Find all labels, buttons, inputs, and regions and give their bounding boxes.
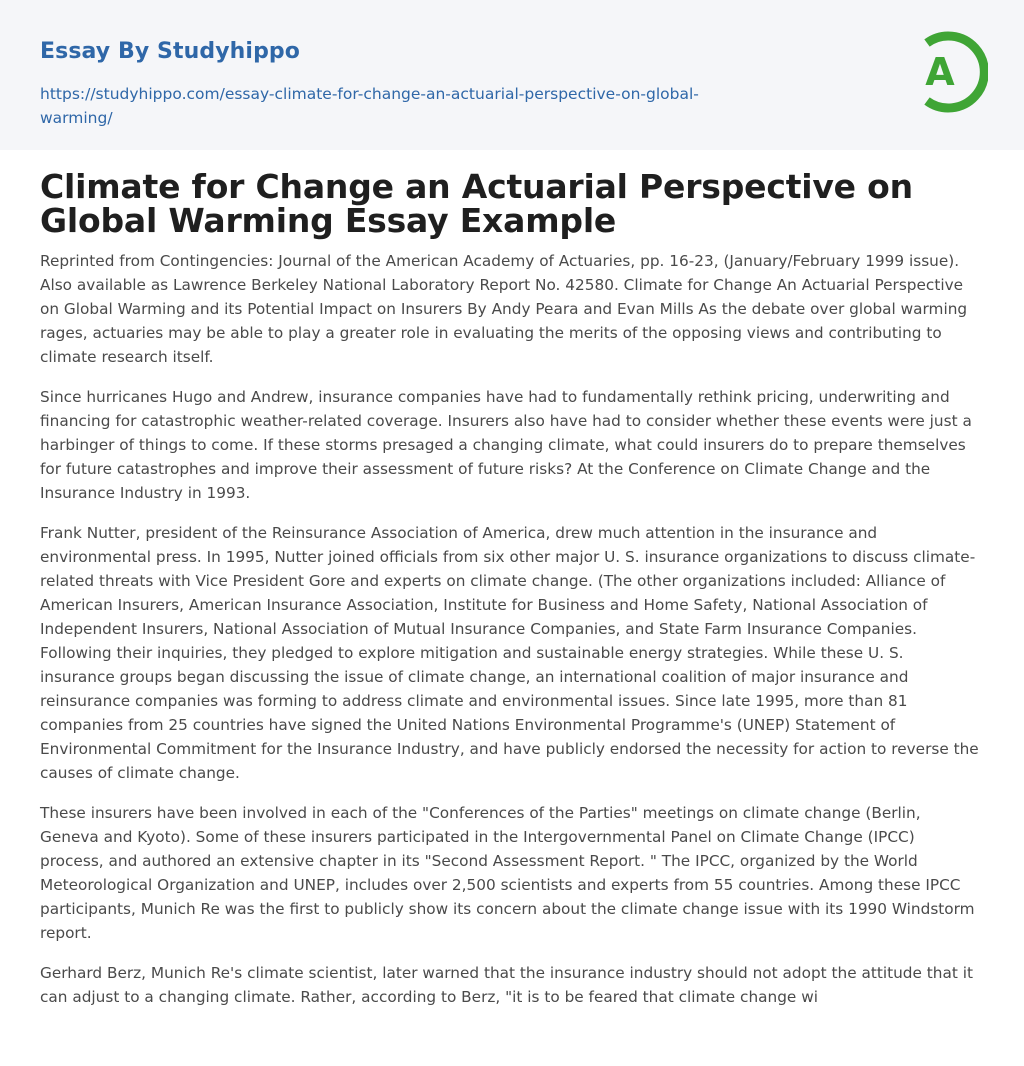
essay-paragraph: Frank Nutter, president of the Reinsurance Association of America, drew much attention in the insurance and environmental press. In 1995, Nutter joined officials from six other major U. S. insurance organizations to discuss climate-related threats with Vice President Gore and experts on climate change. (The other organizations included: Alliance of American Insurers, American Insurance Association, Institute for Business and Home Safety, National Association of Independent Insurers, National Association of Mutual Insurance Companies, and State Farm Insurance Companies. Following their inquiries, they pledged to explore mitigation and sustainable energy strategies. While these U. S. insurance groups began discussing the issue of climate change, an international coalition of major insurance and reinsurance companies was forming to address climate and environmental issues. Since late 1995, more than 81 companies from 25 countries have signed the United Nations Environmental Programme's (UNEP) Statement of Environmental Commitment for the Insurance Industry, and have publicly endorsed the necessity for action to reverse the causes of climate change. xyxy=(40,524,979,782)
source-url-link[interactable]: https://studyhippo.com/essay-climate-for-change-an-actuarial-perspective-on-global-warming/ xyxy=(40,85,699,127)
essay-paragraph: These insurers have been involved in each of the "Conferences of the Parties" meetings on climate change (Berlin, Geneva and Kyoto). Some of these insurers participated in the Intergovernmental Panel on Climate Change (IPCC) process, and authored an extensive chapter in its "Second Assessment Report. " The IPCC, organized by the World Meteorological Organization and UNEP, includes over 2,500 scientists and experts from 55 countries. Among these IPCC participants, Munich Re was the first to publicly show its concern about the climate change issue with its 1990 Windstorm report. xyxy=(40,804,975,942)
logo-letter: A xyxy=(925,50,955,94)
essay-paragraph: Since hurricanes Hugo and Andrew, insurance companies have had to fundamentally rethink pricing, underwriting and financing for catastrophic weather-related coverage. Insurers also have had to consider whether these events were just a harbinger of things to come. If these storms presaged a changing climate, what could insurers do to prepare themselves for future catastrophes and improve their assessment of future risks? At the Conference on Climate Change and the Insurance Industry in 1993. xyxy=(40,388,972,502)
brand-title[interactable]: Essay By Studyhippo xyxy=(40,39,300,64)
essay-paragraph: Gerhard Berz, Munich Re's climate scientist, later warned that the insurance industry should not adopt the attitude that it can adjust to a changing climate. Rather, according to Berz, "it is to be feared that climate change wi xyxy=(40,964,973,1006)
essay-title: Climate for Change an Actuarial Perspective on Global Warming Essay Example xyxy=(40,167,913,240)
studyhippo-logo-icon[interactable] xyxy=(908,28,988,116)
essay-paragraph: Reprinted from Contingencies: Journal of the American Academy of Actuaries, pp. 16-23, (January/February 1999 issue). Also available as Lawrence Berkeley National Laboratory Report No. 42580. Climate for Change An Actuarial Perspective on Global Warming and its Potential Impact on Insurers By Andy Peara and Evan Mills As the debate over global warming rages, actuaries may be able to play a greater role in evaluating the merits of the opposing views and contributing to climate research itself. xyxy=(40,252,968,366)
essay-body xyxy=(40,249,980,1025)
site-header xyxy=(0,0,1024,150)
